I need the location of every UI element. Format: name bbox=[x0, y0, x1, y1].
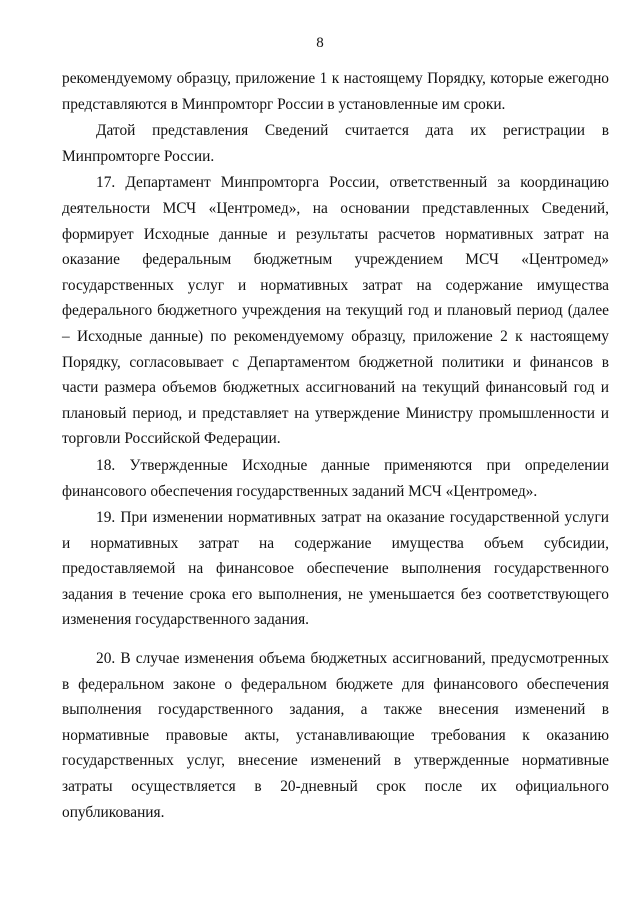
document-body bbox=[62, 66, 609, 825]
paragraph-18: 18. Утвержденные Исходные данные применяются при определении финансового обеспечения государственных заданий МСЧ «Центромед». bbox=[62, 456, 609, 500]
paragraph-19: 19. При изменении нормативных затрат на оказание государственной услуги и нормативных затрат на содержание имущества объем субсидии, предоставляемой на финансовое обеспечение выполнения государственного задания в течение срока его выполнения, не уменьшается без соответствующего изменения государственного задания. bbox=[62, 509, 609, 629]
paragraph-continuation: рекомендуемому образцу, приложение 1 к настоящему Порядку, которые ежегодно представляются в Минпромторг России в установленные им сроки. bbox=[62, 70, 609, 113]
paragraph-20: 20. В случае изменения объема бюджетных ассигнований, предусмотренных в федеральном законе о федеральном бюджете для финансового обеспечения выполнения государственного задания, а также внесения изменений в нормативные правовые акты, устанавливающие требования к оказанию государственных услуг, внесение изменений в утвержденные нормативные затраты осуществляется в 20-дневный срок после их официального опубликования. bbox=[62, 650, 609, 821]
paragraph-17: 17. Департамент Минпромторга России, ответственный за координацию деятельности МСЧ «Центромед», на основании представленных Сведений, формирует Исходные данные и результаты расчетов нормативных затрат на оказание федеральным бюджетным учреждением МСЧ «Центромед» государственных услуг и нормативных затрат на содержание имущества федерального бюджетного учреждения на текущий год и плановый период (далее – Исходные данные) по рекомендуемому образцу, приложение 2 к настоящему Порядку, согласовывает с Департаментом бюджетной политики и финансов в части размера объемов бюджетных ассигнований на текущий финансовый год и плановый период, и представляет на утверждение Министру промышленности и торговли Российской Федерации. bbox=[62, 174, 609, 448]
page-number: 8 bbox=[316, 35, 324, 51]
paragraph-submission-date: Датой представления Сведений считается дата их регистрации в Минпромторге России. bbox=[62, 122, 609, 165]
